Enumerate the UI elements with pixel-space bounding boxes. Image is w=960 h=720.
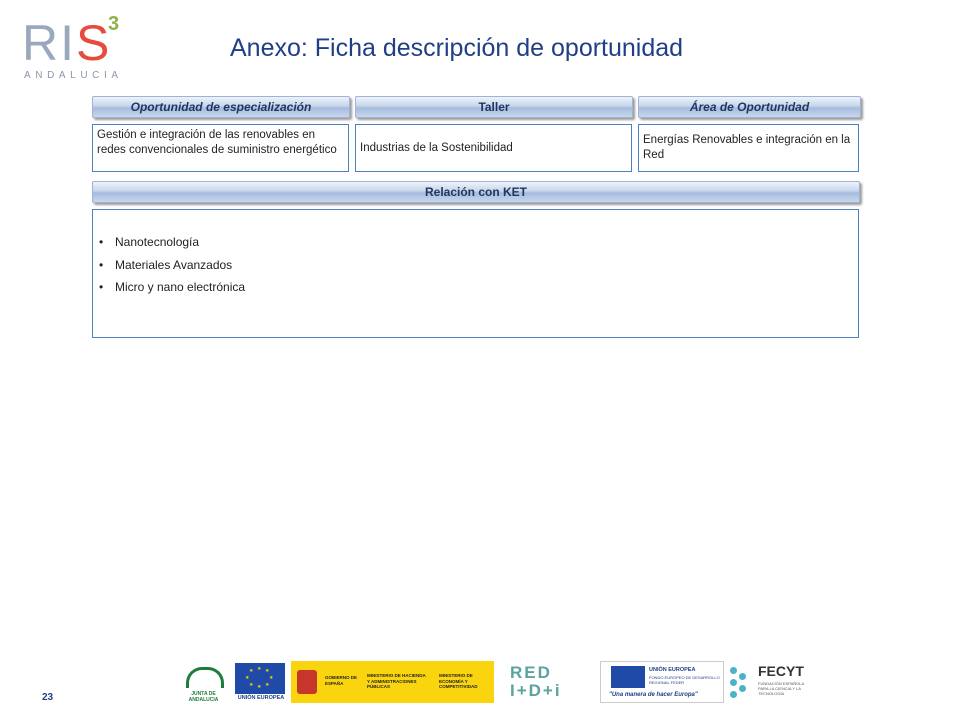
ket-item-text: Micro y nano electrónica	[115, 280, 246, 294]
bullet: •	[99, 280, 104, 294]
list-item	[99, 235, 245, 249]
eu-flag-logo	[233, 661, 289, 703]
value-especializacion: Gestión e integración de las renovables en redes convencionales de suministro energético	[92, 124, 349, 172]
header-especializacion: Oportunidad de especialización	[92, 96, 350, 118]
eu-flag-icon: ★ ★ ★ ★ ★ ★ ★ ★	[235, 663, 285, 694]
coat-of-arms-icon	[297, 670, 317, 694]
bullet: •	[99, 235, 104, 249]
logo-subtitle: ANDALUCIA	[24, 70, 123, 81]
ket-item-text: Materiales Avanzados	[115, 257, 233, 272]
feder-slogan: "Una manera de hacer Europa"	[609, 692, 698, 698]
sponsor-logos	[176, 661, 816, 705]
red-idi-logo	[506, 661, 598, 703]
feder-logo	[600, 661, 724, 703]
feder-title: UNIÓN EUROPEA	[649, 667, 696, 673]
ket-list	[99, 235, 245, 303]
eu-flag-small-icon	[611, 666, 645, 688]
junta-arch-icon	[186, 667, 224, 688]
logo-ri: RI	[22, 15, 76, 71]
junta-andalucia-logo	[176, 661, 231, 703]
fecyt-title: FECYT	[758, 663, 804, 679]
gobierno-text: GOBIERNO DE ESPAÑA	[325, 675, 358, 686]
min-hacienda-text: MINISTERIO DE HACIENDA Y ADMINISTRACIONES PÚBLICAS	[367, 673, 426, 689]
page-title: Anexo: Ficha descripción de oportunidad	[230, 34, 684, 62]
logo-s: S	[76, 15, 112, 71]
fecyt-logo	[728, 661, 816, 703]
header-taller: Taller	[355, 96, 633, 118]
idi-text: I+D+i	[510, 681, 562, 700]
ket-item-text: Nanotecnología	[115, 235, 200, 249]
page-number: 23	[42, 692, 54, 703]
list-item	[99, 280, 245, 294]
feder-fund-text: FONDO EUROPEO DE DESARROLLO REGIONAL FEDER	[649, 675, 720, 685]
value-taller-text: Industrias de la Sostenibilidad	[360, 141, 513, 154]
fecyt-dots-icon	[730, 665, 752, 699]
value-taller	[355, 124, 632, 172]
gobierno-espana-logo	[291, 661, 494, 703]
min-economia-text: MINISTERIO DE ECONOMÍA Y COMPETITIVIDAD	[439, 673, 478, 689]
value-area	[638, 124, 859, 172]
ket-box	[92, 209, 859, 338]
value-area-text: Energías Renovables e integración en la Red	[643, 134, 851, 161]
red-text: RED	[510, 663, 552, 682]
fecyt-subtitle: FUNDACIÓN ESPAÑOLA PARA LA CIENCIA Y LA TECNOLOGÍA	[758, 681, 804, 696]
logo-letters	[22, 15, 112, 71]
junta-text: JUNTA DE ANDALUCIA	[188, 691, 219, 703]
header-ket: Relación con KET	[92, 181, 860, 203]
list-item	[99, 258, 245, 272]
logo-superscript: 3	[108, 13, 120, 35]
eu-text: UNIÓN EUROPEA	[237, 695, 285, 701]
ris3-logo	[22, 14, 122, 84]
header-area: Área de Oportunidad	[638, 96, 861, 118]
bullet: •	[99, 257, 104, 272]
